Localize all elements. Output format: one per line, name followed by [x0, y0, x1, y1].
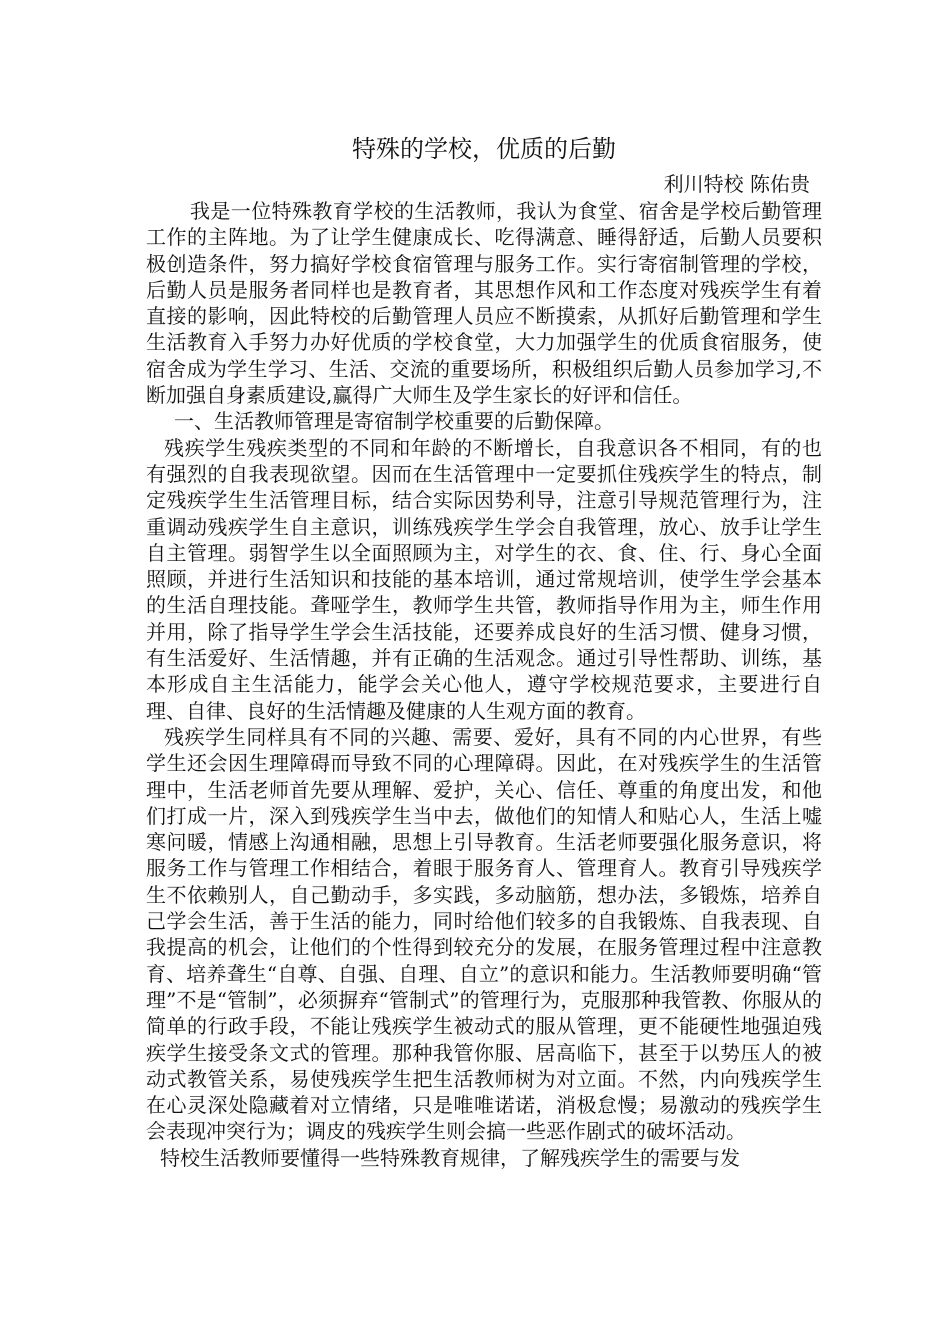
paragraph-section1-c: 特校生活教师要懂得一些特殊教育规律，了解残疾学生的需要与发 — [160, 1145, 740, 1170]
section-heading-1: 一、生活教师管理是寄宿制学校重要的后勤保障。 — [174, 409, 614, 434]
paragraph-intro: 我是一位特殊教育学校的生活教师，我认为食堂、宿舍是学校后勤管理工作的主阵地。为了让学生健康成长、吃得满意、睡得舒适，后勤人员要积极创造条件，努力搞好学校食宿管理与服务工作。实行寄宿制管理的学校，后勤人员是服务者同样也是教育者，其思想作风和工作态度对残疾学生有着直接的影响，因此特校的后勤管理人员应不断摸索，从抓好后勤管理和学生生活教育入手努力办好优质的学校食堂，大力加强学生的优质食宿服务，使宿舍成为学生学习、生活、交流的重要场所，积极组织后勤人员参加学习,不断加强自身素质建设,赢得广大师生及学生家长的好评和信任。 — [146, 199, 822, 408]
paragraph-section1-b: 残疾学生同样具有不同的兴趣、需要、爱好，具有不同的内心世界，有些学生还会因生理障碍而导致不同的心理障碍。因此，在对残疾学生的生活管理中，生活老师首先要从理解、爱护，关心、信任、尊重的角度出发，和他们打成一片，深入到残疾学生当中去，做他们的知情人和贴心人，生活上嘘寒问暖，情感上沟通相融，思想上引导教育。生活老师要强化服务意识，将服务工作与管理工作相结合，着眼于服务育人、管理育人。教育引导残疾学生不依赖别人，自己勤动手，多实践，多动脑筋，想办法，多锻炼，培养自己学会生活，善于生活的能力，同时给他们较多的自我锻炼、自我表现、自我提高的机会，让他们的个性得到较充分的发展，在服务管理过程中注意教育、培养聋生“自尊、自强、自理、自立”的意识和能力。生活教师要明确“管理”不是“管制”，必须摒弃“管制式”的管理行为，克服那种我管教、你服从的简单的行政手段，不能让残疾学生被动式的服从管理，更不能硬性地强迫残疾学生接受条文式的管理。那种我管你服、居高临下，甚至于以势压人的被动式教管关系，易使残疾学生把生活教师树为对立面。不然，内向残疾学生在心灵深处隐藏着对立情绪，只是唯唯诺诺，消极怠慢；易激动的残疾学生会表现冲突行为；调皮的残疾学生则会搞一些恶作剧式的破坏活动。 — [146, 724, 822, 1144]
paragraph-section1-a: 残疾学生残疾类型的不同和年龄的不断增长，自我意识各不相同，有的也有强烈的自我表现欲望。因而在生活管理中一定要抓住残疾学生的特点，制定残疾学生生活管理目标，结合实际因势利导，注意引导规范管理行为，注重调动残疾学生自主意识，训练残疾学生学会自我管理，放心、放手让学生自主管理。弱智学生以全面照顾为主，对学生的衣、食、住、行、身心全面照顾，并进行生活知识和技能的基本培训，通过常规培训，使学生学会基本的生活自理技能。聋哑学生，教师学生共管，教师指导作用为主，师生作用并用，除了指导学生学会生活技能，还要养成良好的生活习惯、健身习惯，有生活爱好、生活情趣，并有正确的生活观念。通过引导性帮助、训练，基本形成自主生活能力，能学会关心他人，遵守学校规范要求，主要进行自理、自律、良好的生活情趣及健康的人生观方面的教育。 — [146, 435, 822, 723]
document-title: 特殊的学校，优质的后勤 — [352, 135, 616, 163]
document-author: 利川特校 陈佑贵 — [663, 172, 810, 196]
